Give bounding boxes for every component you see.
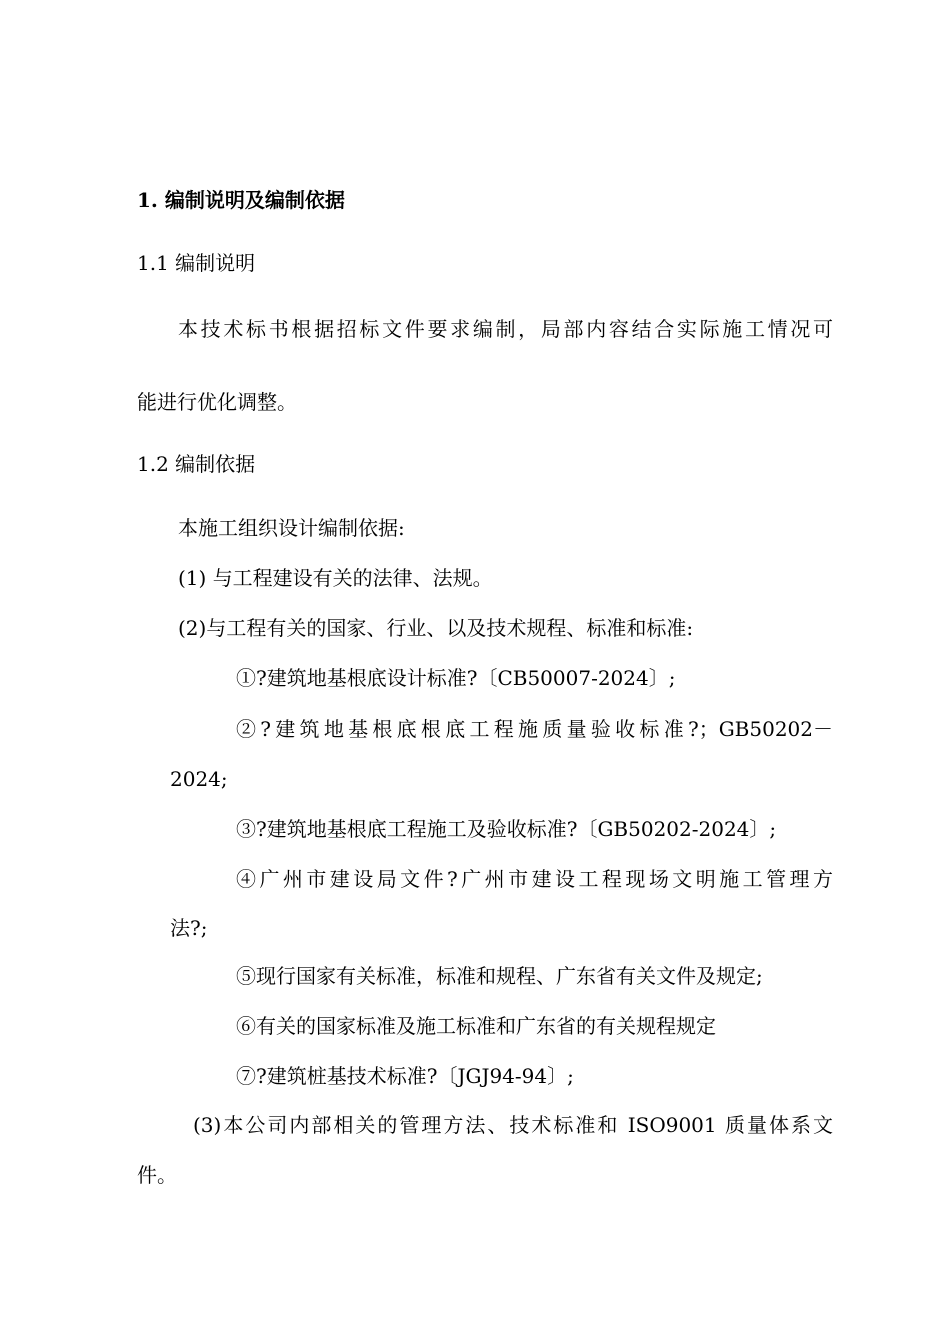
sub-item-1: ①?建筑地基根底设计标准?〔CB50007-2024〕; xyxy=(236,666,676,690)
section-1-1-title: 1.1 编制说明 xyxy=(137,251,256,275)
section-1-1-paragraph-line-2: 能进行优化调整。 xyxy=(137,390,297,414)
sub-item-7: ⑦?建筑桩基技术标准?〔JGJ94-94〕; xyxy=(236,1064,574,1088)
sub-item-6: ⑥有关的国家标准及施工标准和广东省的有关规程规定 xyxy=(236,1014,716,1038)
sub-item-3: ③?建筑地基根底工程施工及验收标准?〔GB50202-2024〕; xyxy=(236,817,777,841)
section-1-2-intro: 本施工组织设计编制依据: xyxy=(178,516,405,540)
sub-item-2-line-2: 2024; xyxy=(170,767,228,791)
list-item-3-line-1: (3)本公司内部相关的管理方法、技术标准和 ISO9001 质量体系文 xyxy=(193,1113,833,1137)
sub-item-5: ⑤现行国家有关标准，标准和规程、广东省有关文件及规定; xyxy=(236,964,763,988)
sub-item-4-line-1: ④广州市建设局文件?广州市建设工程现场文明施工管理方 xyxy=(236,867,833,891)
section-1-1-paragraph-line-1: 本技术标书根据招标文件要求编制，局部内容结合实际施工情况可 xyxy=(178,317,833,341)
main-heading: 1. 编制说明及编制依据 xyxy=(137,188,345,212)
sub-item-2-line-1: ②?建筑地基根底根底工程施质量验收标准?；GB50202－ xyxy=(236,717,833,741)
list-item-1: (1) 与工程建设有关的法律、法规。 xyxy=(178,566,493,590)
list-item-2: (2)与工程有关的国家、行业、以及技术规程、标准和标准: xyxy=(178,616,694,640)
list-item-3-line-2: 件。 xyxy=(137,1163,177,1187)
section-1-2-title: 1.2 编制依据 xyxy=(137,452,256,476)
sub-item-4-line-2: 法?; xyxy=(170,916,208,940)
